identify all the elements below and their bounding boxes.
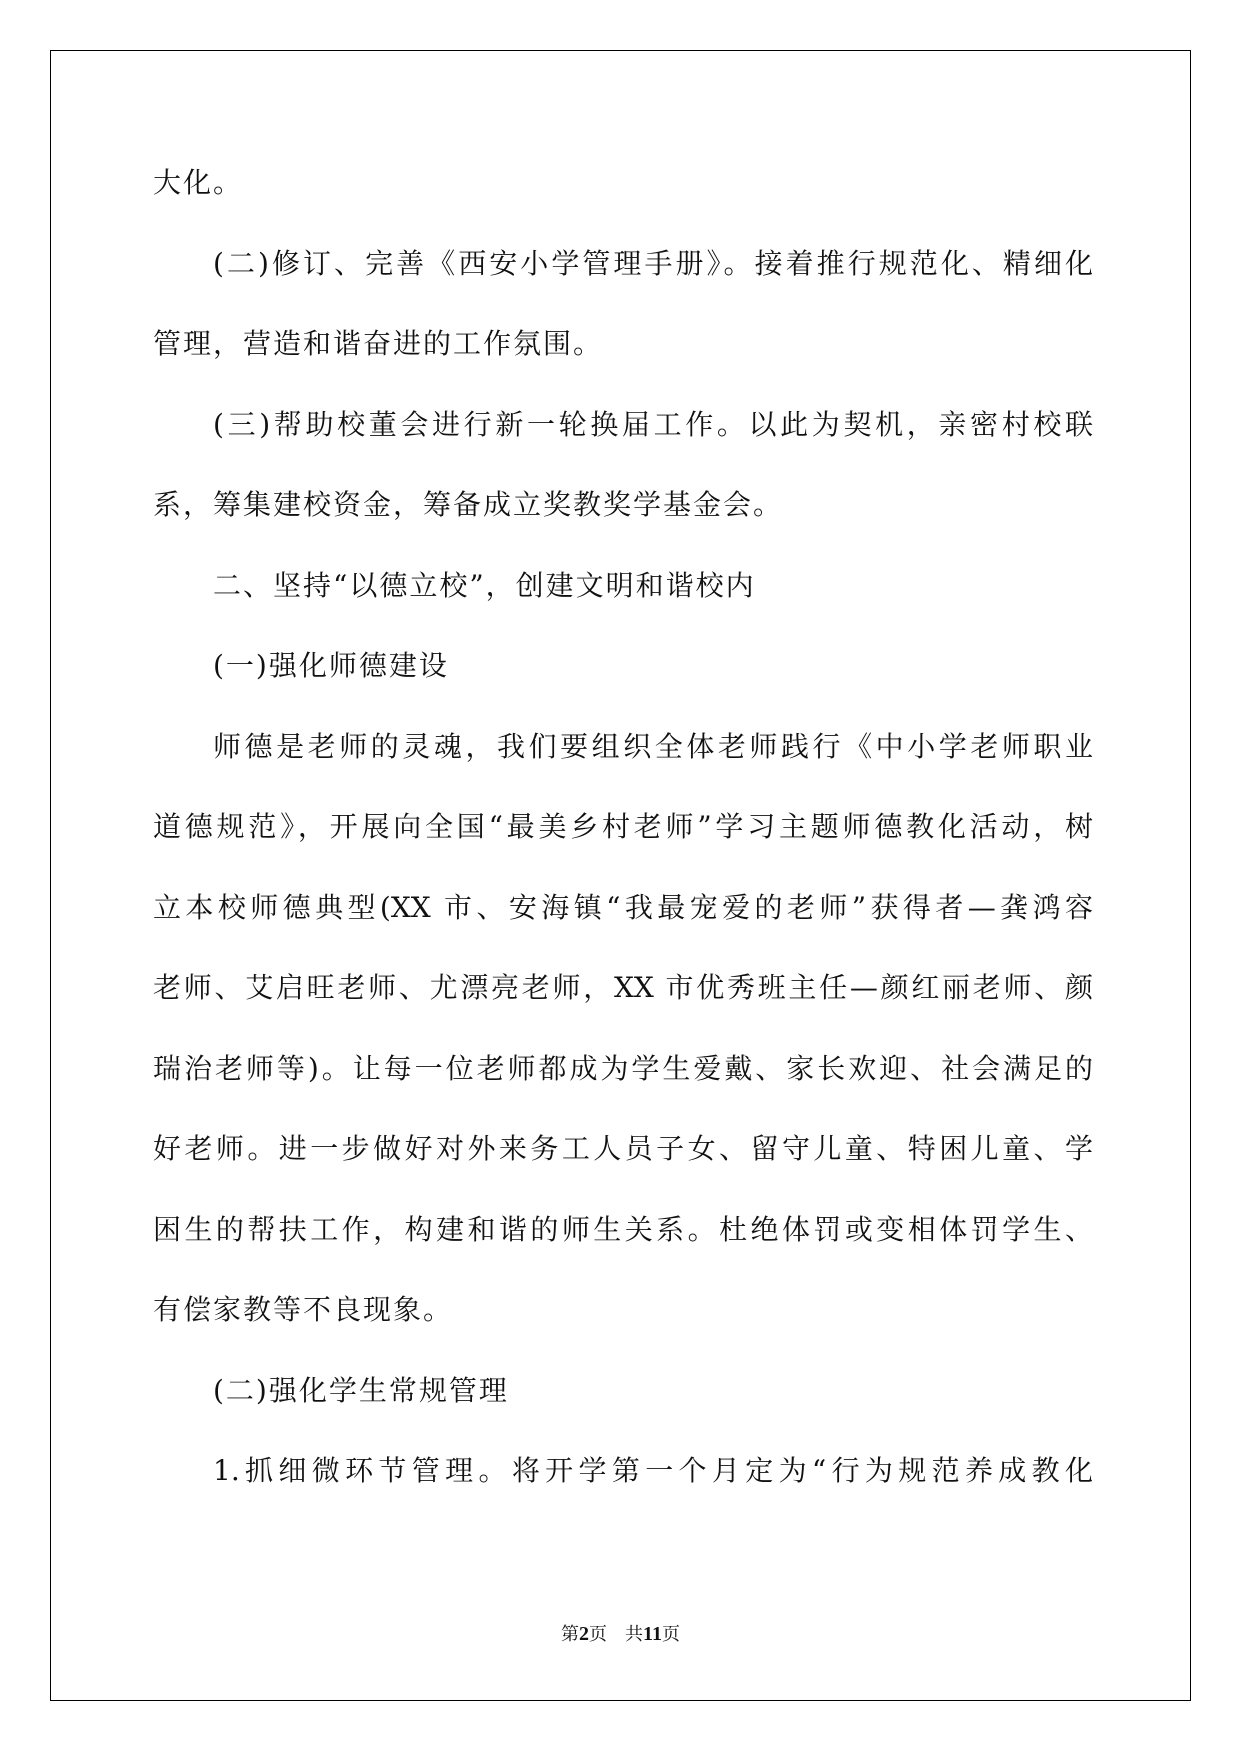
text-line: 1.抓细微环节管理。将开学第一个月定为“行为规范养成教化 xyxy=(213,1454,1093,1487)
text-line: 老师、艾启旺老师、尤漂亮老师，XX 市优秀班主任—颜红丽老师、颜 xyxy=(153,971,1093,1004)
footer-prefix: 第 xyxy=(561,1624,580,1645)
document-body xyxy=(153,163,1093,1532)
page-number: 2 xyxy=(579,1623,590,1645)
text-line: 道德规范》，开展向全国“最美乡村老师”学习主题师德教化活动，树 xyxy=(153,810,1093,843)
text-line: (三)帮助校董会进行新一轮换届工作。以此为契机，亲密村校联 xyxy=(213,407,1093,441)
text-line: (二)修订、完善《西安小学管理手册》。接着推行规范化、精细化 xyxy=(213,246,1093,280)
text-line: 师德是老师的灵魂，我们要组织全体老师践行《中小学老师职业 xyxy=(213,729,1093,763)
subsection-heading: (二)强化学生常规管理 xyxy=(213,1373,509,1407)
total-pages: 11 xyxy=(643,1623,662,1645)
text-line: 大化。 xyxy=(153,166,244,199)
text-line: 管理，营造和谐奋进的工作氛围。 xyxy=(153,327,604,360)
page-footer xyxy=(0,1620,1241,1646)
text-line: 立本校师德典型(XX 市、安海镇“我最宠爱的老师”获得者—龚鸿容 xyxy=(153,890,1093,924)
section-heading: 二、坚持“以德立校”，创建文明和谐校内 xyxy=(213,568,756,602)
text-line: 有偿家教等不良现象。 xyxy=(153,1293,454,1326)
subsection-heading: (一)强化师德建设 xyxy=(213,649,449,682)
text-line: 瑞治老师等)。让每一位老师都成为学生爱戴、家长欢迎、社会满足的 xyxy=(153,1051,1093,1085)
text-line: 好老师。进一步做好对外来务工人员子女、留守儿童、特困儿童、学 xyxy=(153,1132,1093,1165)
footer-mid: 页 共 xyxy=(589,1624,644,1645)
footer-suffix: 页 xyxy=(661,1624,680,1645)
text-line: 系，筹集建校资金，筹备成立奖教奖学基金会。 xyxy=(153,488,784,521)
text-line: 困生的帮扶工作，构建和谐的师生关系。杜绝体罚或变相体罚学生、 xyxy=(153,1212,1093,1246)
